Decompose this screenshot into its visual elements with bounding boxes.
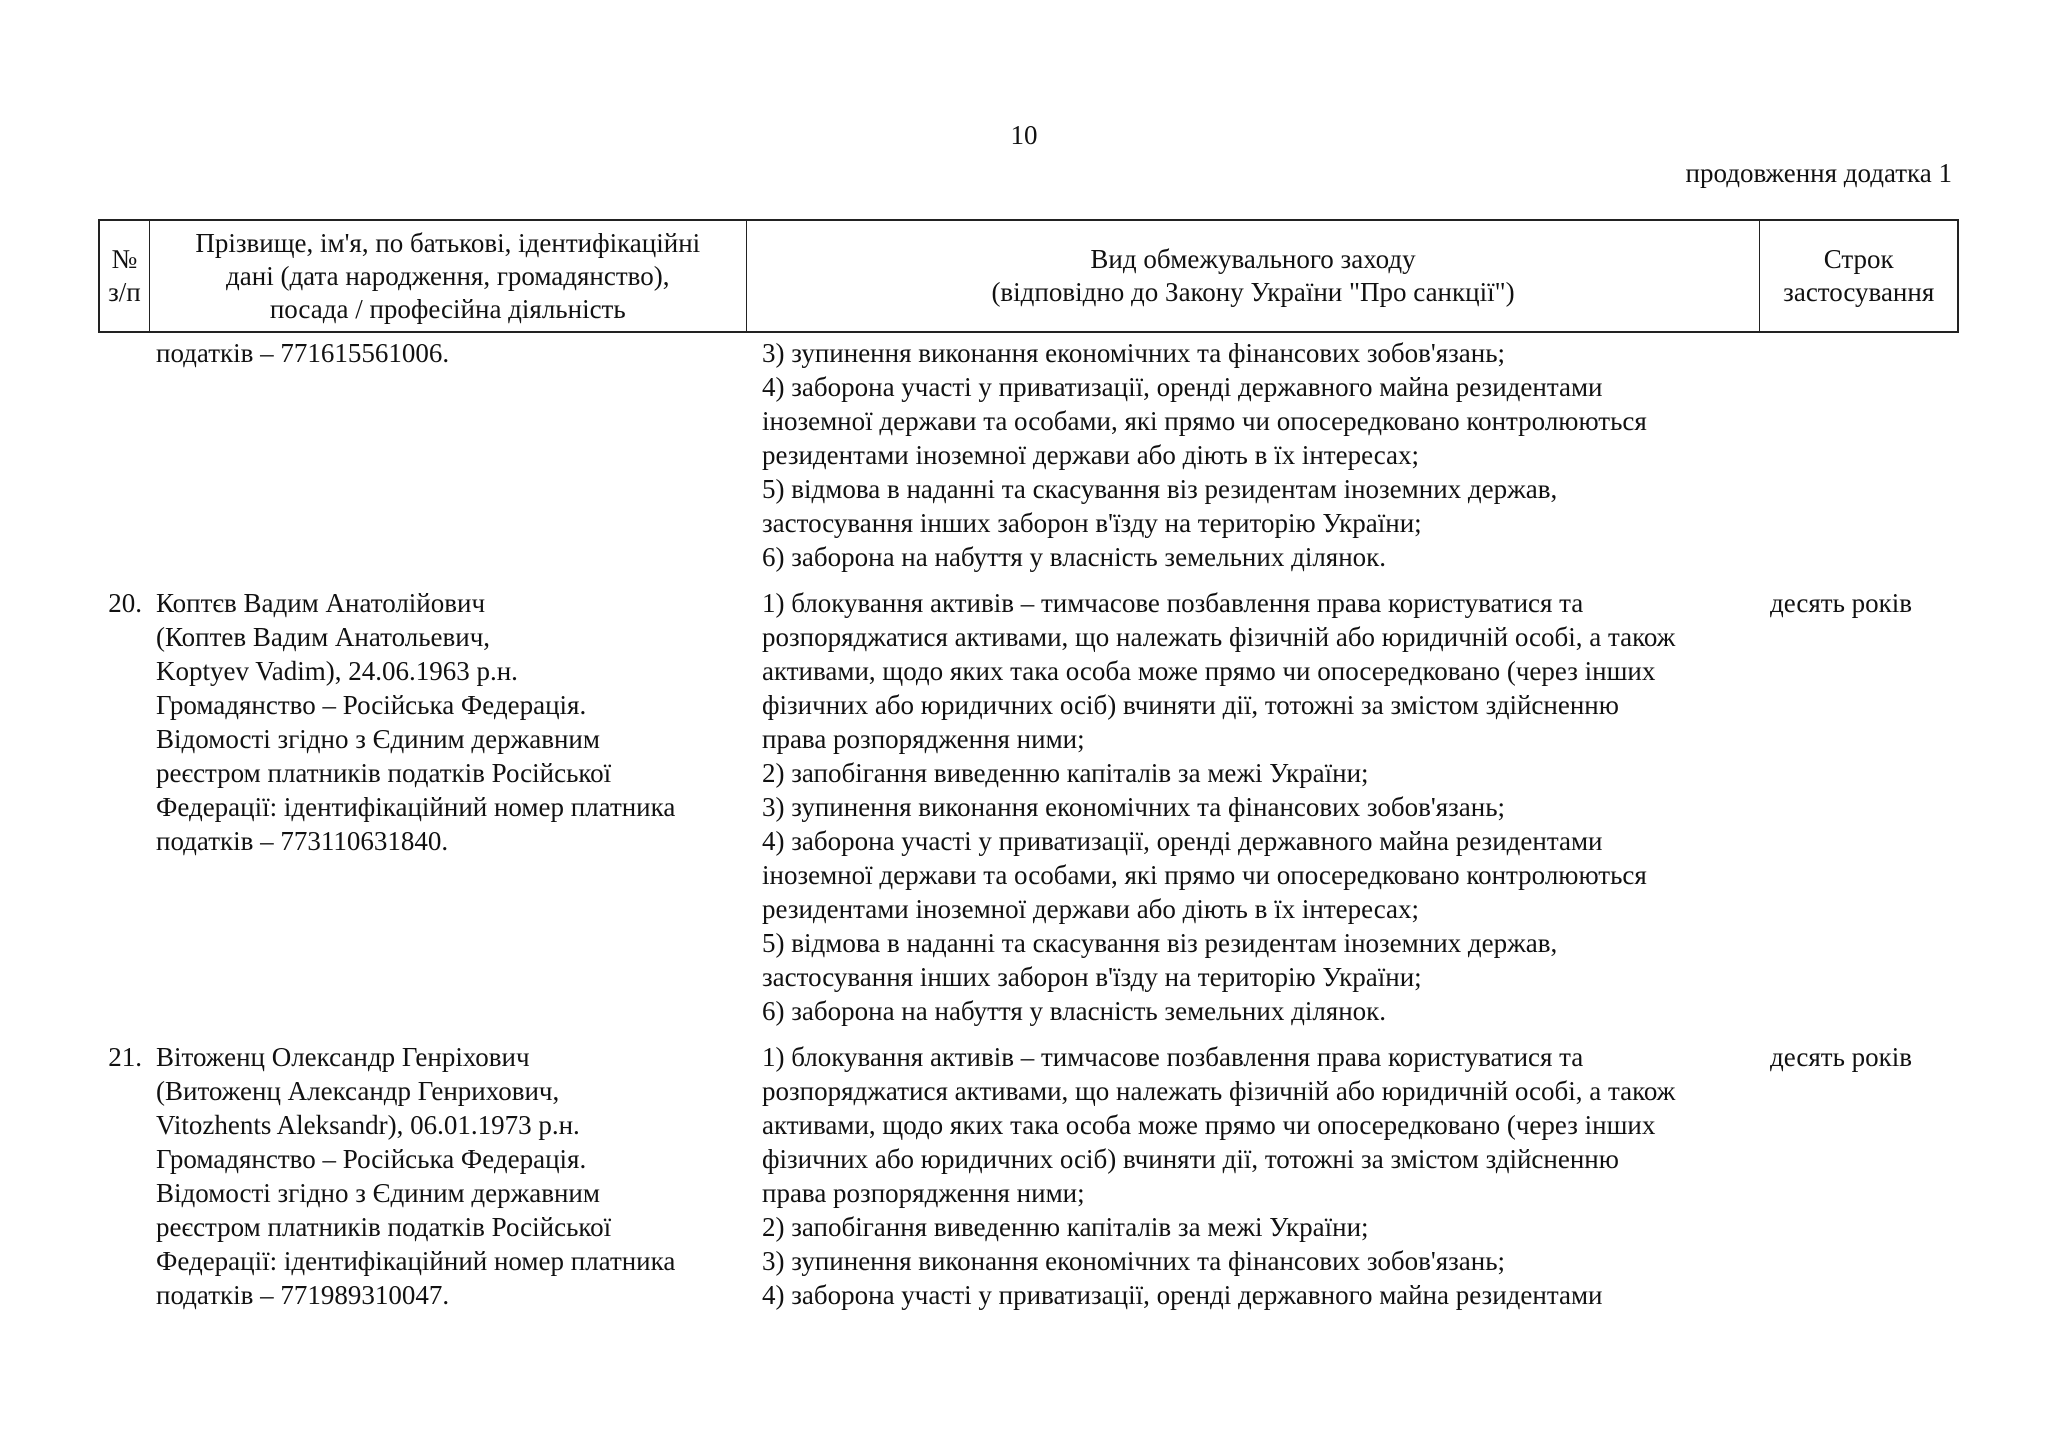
table-row xyxy=(98,336,1959,574)
header-measure-type-label: Вид обмежувального заходу (відповідно до Закону України "Про санкції") xyxy=(991,244,1515,307)
header-cell-name xyxy=(150,221,747,331)
sanction-term: десять років xyxy=(1770,588,1913,618)
header-cell-number xyxy=(100,221,150,331)
header-cell-measure-type xyxy=(747,221,1761,331)
table-row xyxy=(98,586,1959,1028)
table-body xyxy=(98,336,1959,1312)
sanction-term: десять років xyxy=(1770,1042,1913,1072)
sanction-measures: 3) зупинення виконання економічних та фінансових зобов'язань; 4) заборона участі у приватизації, оренді державного майна резидентами іноземної держави та особами, які прямо чи опосередковано контролюються резидентами іноземної держави або діють в їх інтересах; 5) відмова в наданні та скасування віз резидентам іноземних держав, застосування інших заборон в'їзду на територію України; 6) заборона на набуття у власність земельних ділянок. xyxy=(762,338,1647,572)
sanction-measures: 1) блокування активів – тимчасове позбавлення права користуватися та розпоряджатися активами, що належать фізичній або юридичній особі, а також активами, щодо яких така особа може прямо чи опосередковано (через інших фізичних або юридичних осіб) вчиняти дії, тотожні за змістом здійсненню права розпорядження ними; 2) запобігання виведенню капіталів за межі України; 3) зупинення виконання економічних та фінансових зобов'язань; 4) заборона участі у приватизації, оренді державного майна резидентами xyxy=(762,1042,1676,1310)
sanction-term xyxy=(1762,336,1959,574)
person-details: Коптєв Вадим Анатолійович (Коптев Вадим Анатольевич, Koptyev Vadim), 24.06.1963 р.н. Громадянство – Російська Федерація. Відомості згідно з Єдиним державним реєстром платників податків Російської Федерації: ідентифікаційний номер платника податків – 773110631840. xyxy=(156,588,676,856)
header-term-label: Строк застосування xyxy=(1783,244,1935,307)
row-number: 20. xyxy=(108,588,142,618)
header-number-label: № з/п xyxy=(108,244,141,307)
page-number: 10 xyxy=(1010,120,1038,150)
appendix-note: продовження додатка 1 xyxy=(1685,158,1952,188)
row-number xyxy=(98,336,148,574)
sanction-measures: 1) блокування активів – тимчасове позбавлення права користуватися та розпоряджатися активами, що належать фізичній або юридичній особі, а також активами, щодо яких така особа може прямо чи опосередковано (через інших фізичних або юридичних осіб) вчиняти дії, тотожні за змістом здійсненню права розпорядження ними; 2) запобігання виведенню капіталів за межі України; 3) зупинення виконання економічних та фінансових зобов'язань; 4) заборона участі у приватизації, оренді державного майна резидентами іноземної держави та особами, які прямо чи опосередковано контролюються резидентами іноземної держави або діють в їх інтересах; 5) відмова в наданні та скасування віз резидентам іноземних держав, застосування інших заборон в'їзду на територію України; 6) заборона на набуття у власність земельних ділянок. xyxy=(762,588,1676,1026)
person-details: податків – 771615561006. xyxy=(156,338,450,368)
table-header xyxy=(98,219,1959,333)
header-name-label: Прізвище, ім'я, по батькові, ідентифікаційні дані (дата народження, громадянство), посада / професійна діяльність xyxy=(195,227,701,324)
row-number: 21. xyxy=(108,1042,142,1072)
person-details: Вітоженц Олександр Генріхович (Витоженц Александр Генрихович, Vitozhents Aleksandr), 06.01.1973 р.н. Громадянство – Російська Федерація. Відомості згідно з Єдиним державним реєстром платників податків Російської Федерації: ідентифікаційний номер платника податків – 771989310047. xyxy=(156,1042,676,1310)
table-row xyxy=(98,1040,1959,1312)
header-cell-term xyxy=(1760,221,1957,331)
